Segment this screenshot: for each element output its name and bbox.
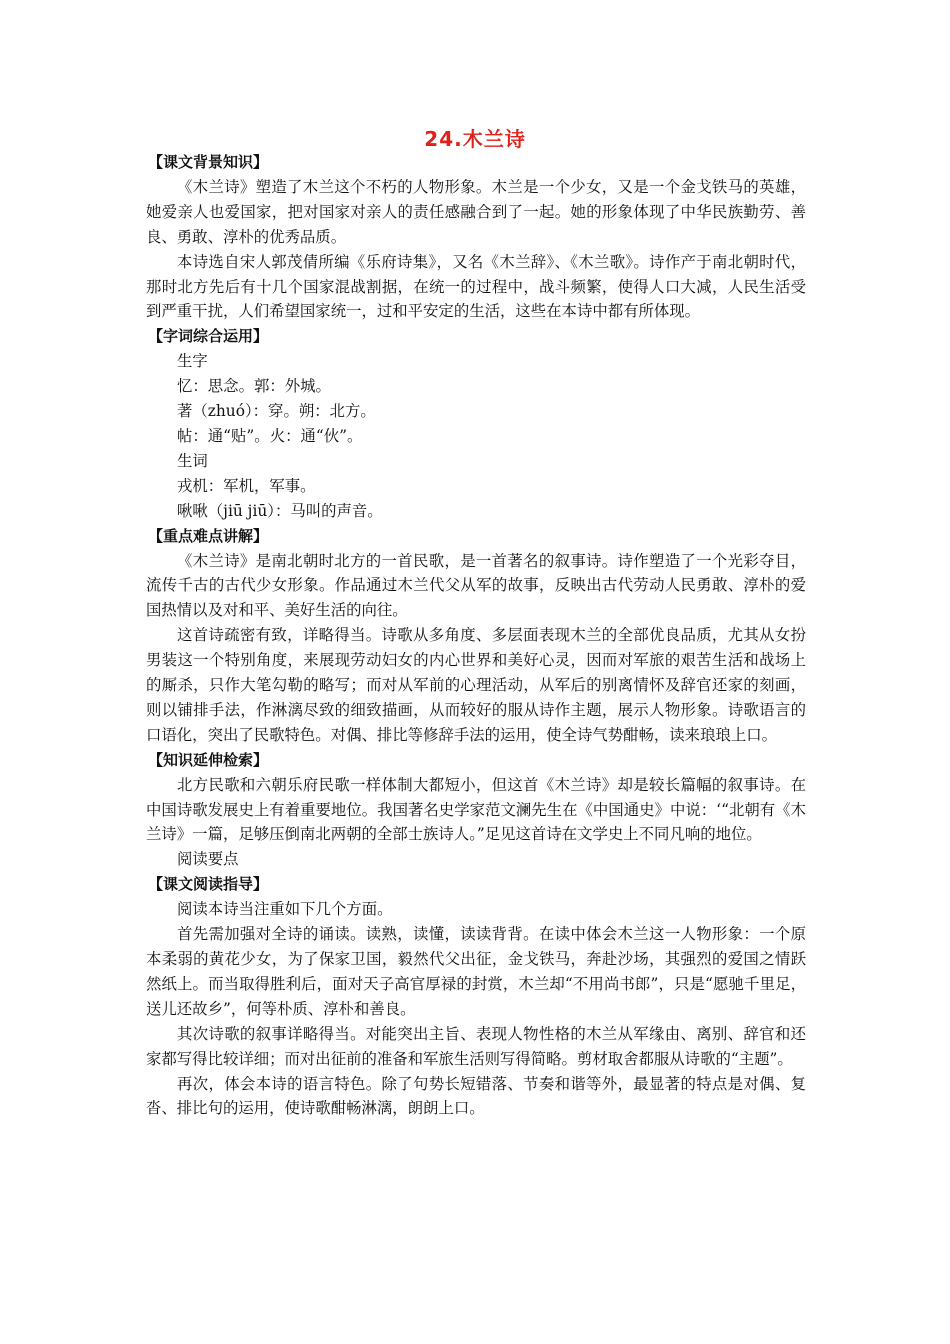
vocab-line: 生词: [177, 451, 208, 470]
paragraph: 首先需加强对全诗的诵读。读熟，读懂，读读背背。在读中体会木兰这一人物形象：一个原本柔弱的黄花少女，为了保家卫国，毅然代父出征，金戈铁马，奔赴沙场，其强烈的爱国之情跃然纸上。而当取得胜利后，面对天子高官厚禄的封赏，木兰却“不用尚书郎”，只是“愿驰千里足，送儿还故乡”，何等朴质、淳朴和善良。: [146, 925, 806, 1018]
paragraph: 北方民歌和六朝乐府民歌一样体制大都短小，但这首《木兰诗》却是较长篇幅的叙事诗。在中国诗歌发展史上有着重要地位。我国著名史学家范文澜先生在《中国通史》中说：‘“北朝有《木兰诗》一篇，足够压倒南北两朝的全部士族诗人。”足见这首诗在文学史上不同凡响的地位。: [146, 775, 806, 844]
vocab-line: 啾啾（jiū jiū）：马叫的声音。: [177, 501, 383, 520]
vocab-line: 生字: [177, 352, 208, 371]
vocab-line: 著（zhuó）：穿。朔：北方。: [177, 402, 376, 421]
vocab-line: 戎机：军机，军事。: [177, 476, 316, 495]
paragraph: 《木兰诗》塑造了木兰这个不朽的人物形象。木兰是一个少女，又是一个金戈铁马的英雄，她爱亲人也爱国家，把对国家对亲人的责任感融合到了一起。她的形象体现了中华民族勤劳、善良、勇敢、淳朴的优秀品质。: [146, 177, 806, 246]
vocab-line: 帖：通“贴”。火：通“伙”。: [177, 426, 363, 445]
paragraph: 再次，体会本诗的语言特色。除了句势长短错落、节奏和谐等外，最显著的特点是对偶、复沓、排比句的运用，使诗歌酣畅淋漓，朗朗上口。: [146, 1074, 806, 1118]
paragraph: 《木兰诗》是南北朝时北方的一首民歌，是一首著名的叙事诗。诗作塑造了一个光彩夺目，流传千古的古代少女形象。作品通过木兰代父从军的故事，反映出古代劳动人民勇敢、淳朴的爱国热情以及对和平、美好生活的向往。: [146, 551, 806, 620]
paragraph: 其次诗歌的叙事详略得当。对能突出主旨、表现人物性格的木兰从军缘由、离别、辞官和还家都写得比较详细；而对出征前的准备和军旅生活则写得简略。剪材取舍都服从诗歌的“主题”。: [146, 1024, 806, 1068]
section-heading-background: 【课文背景知识】: [148, 153, 269, 171]
section-heading-vocabulary: 【字词综合运用】: [148, 327, 269, 346]
section-heading-reading-guide: 【课文阅读指导】: [148, 875, 269, 894]
vocab-line: 忆：思念。郭：外城。: [177, 377, 331, 396]
paragraph: 这首诗疏密有致，详略得当。诗歌从多角度、多层面表现木兰的全部优良品质，尤其从女扮男装这一个特别角度，来展现劳动妇女的内心世界和美好心灵，因而对军旅的艰苦生活和战场上的厮杀，只作大笔勾勒的略写；而对从军前的心理活动，从军后的别离情怀及辞官还家的刻画，则以铺排手法，作淋漓尽致的细致描画，从而较好的服从诗作主题，展示人物形象。诗歌语言的口语化，突出了民歌特色。对偶、排比等修辞手法的运用，使全诗气势酣畅，读来琅琅上口。: [146, 626, 806, 744]
section-heading-key-points: 【重点难点讲解】: [148, 526, 269, 545]
page-title: 24.木兰诗: [424, 127, 526, 151]
document-body: [146, 150, 806, 1121]
section-heading-extension: 【知识延伸检索】: [148, 750, 269, 769]
paragraph: 本诗选自宋人郭茂倩所编《乐府诗集》，又名《木兰辞》、《木兰歌》。诗作产于南北朝时代，那时北方先后有十几个国家混战割据，在统一的过程中，战斗频繁，使得人口大减，人民生活受到严重干扰，人们希望国家统一，过和平安定的生活，这些在本诗中都有所体现。: [146, 252, 806, 321]
paragraph: 阅读本诗当注重如下几个方面。: [177, 900, 393, 919]
sub-heading-reading-points: 阅读要点: [177, 850, 239, 869]
